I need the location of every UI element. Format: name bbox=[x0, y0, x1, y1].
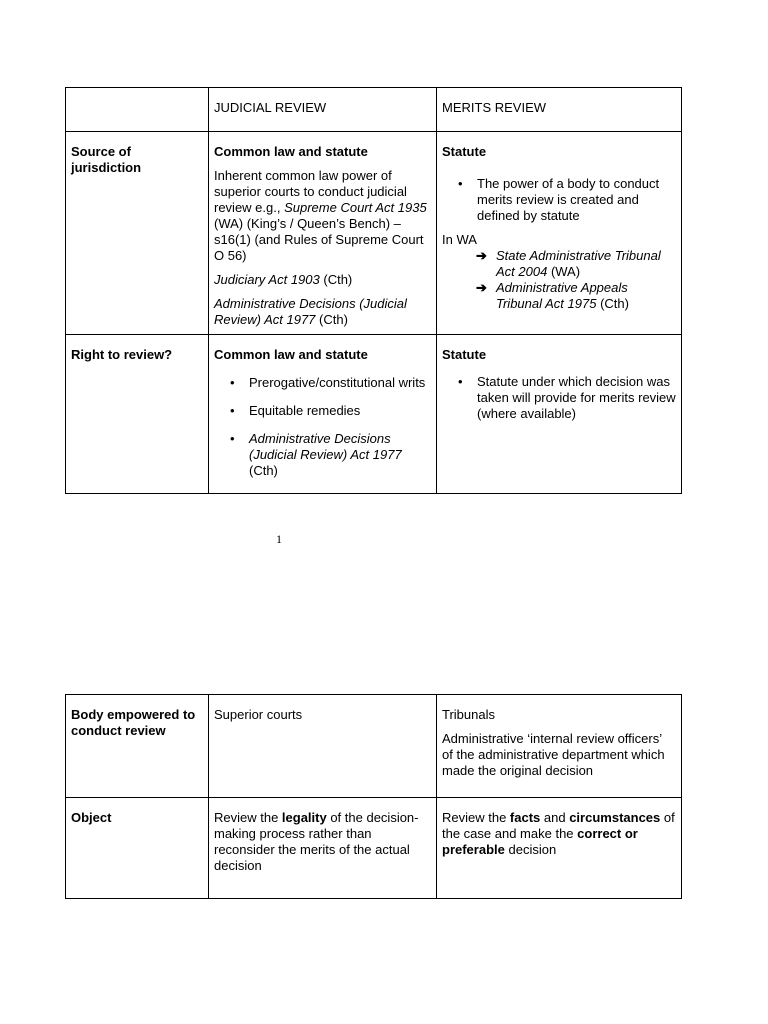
table-header-row bbox=[66, 88, 682, 132]
header-judicial-review-text: JUDICIAL REVIEW bbox=[214, 100, 327, 115]
judicial-review-right-cell bbox=[209, 335, 437, 494]
table-row-body-empowered bbox=[66, 695, 682, 798]
jr-right-bullet-adjr: • Administrative Decisions (Judicial Review) Act 1977 (Cth) bbox=[214, 431, 431, 479]
arrow-right-icon: ➔ bbox=[476, 280, 487, 295]
header-merits-review-text: MERITS REVIEW bbox=[442, 100, 547, 115]
jr-object-text: Review the legality of the decision-making process rather than reconsider the merits of the actual decision bbox=[214, 810, 419, 873]
mr-right-heading: Statute bbox=[442, 347, 487, 362]
merits-review-right-cell bbox=[437, 335, 682, 494]
row-label-body-empowered: Body empowered to conduct review bbox=[71, 707, 196, 738]
page-number: 1 bbox=[276, 532, 282, 546]
mr-source-arrow-item-sat: ➔ State Administrative Tribunal Act 2004 (WA) bbox=[476, 248, 661, 279]
mr-source-in-wa: In WA bbox=[442, 232, 477, 247]
header-judicial-review bbox=[209, 88, 437, 132]
row-label-cell bbox=[66, 695, 209, 798]
mr-source-heading: Statute bbox=[442, 144, 487, 159]
mr-right-bullet: • Statute under which decision was taken will provide for merits review (where available) bbox=[442, 374, 676, 422]
judicial-review-source-cell bbox=[209, 132, 437, 335]
jr-source-para-inherent-power: Inherent common law power of superior courts to conduct judicial review e.g., Supreme Court Act 1935 (WA) (King’s / Queen’s Bench) – s16(1) (and Rules of Supreme Court O 56) bbox=[214, 168, 427, 263]
judicial-review-object-cell bbox=[209, 798, 437, 899]
jr-source-heading: Common law and statute bbox=[214, 144, 368, 159]
merits-review-object-cell bbox=[437, 798, 682, 899]
table-row-object bbox=[66, 798, 682, 899]
mr-source-bullet: • The power of a body to conduct merits review is created and defined by statute bbox=[442, 176, 676, 224]
merits-review-source-cell bbox=[437, 132, 682, 335]
mr-body-internal-review: Administrative ‘internal review officers’ of the administrative department which made the original decision bbox=[442, 731, 665, 778]
header-empty-cell bbox=[66, 88, 209, 132]
jr-source-para-judiciary-act: Judiciary Act 1903 (Cth) bbox=[214, 272, 353, 287]
row-label-cell bbox=[66, 335, 209, 494]
comparison-table-1 bbox=[65, 87, 682, 494]
jr-right-heading: Common law and statute bbox=[214, 347, 368, 362]
table-row-source-of-jurisdiction bbox=[66, 132, 682, 335]
mr-body-tribunals: Tribunals bbox=[442, 707, 495, 722]
row-label-object: Object bbox=[71, 810, 112, 825]
row-label-cell bbox=[66, 132, 209, 335]
header-merits-review bbox=[437, 88, 682, 132]
mr-source-arrow-item-aat: ➔ Administrative Appeals Tribunal Act 1975 (Cth) bbox=[476, 280, 629, 311]
merits-review-body-cell bbox=[437, 695, 682, 798]
arrow-right-icon: ➔ bbox=[476, 248, 487, 263]
jr-right-bullet-equitable: • Equitable remedies bbox=[214, 403, 431, 419]
comparison-table-2 bbox=[65, 694, 682, 899]
jr-right-bullet-writs: • Prerogative/constitutional writs bbox=[214, 375, 431, 391]
table-row-right-to-review bbox=[66, 335, 682, 494]
judicial-review-body-cell bbox=[209, 695, 437, 798]
row-label-cell bbox=[66, 798, 209, 899]
row-label-source: Source of jurisdiction bbox=[71, 144, 142, 175]
jr-source-para-adjr-act: Administrative Decisions (Judicial Review) Act 1977 (Cth) bbox=[214, 296, 407, 327]
row-label-right-to-review: Right to review? bbox=[71, 347, 173, 362]
jr-body-text: Superior courts bbox=[214, 707, 303, 722]
mr-object-text: Review the facts and circumstances of the case and make the correct or preferable decision bbox=[442, 810, 675, 857]
